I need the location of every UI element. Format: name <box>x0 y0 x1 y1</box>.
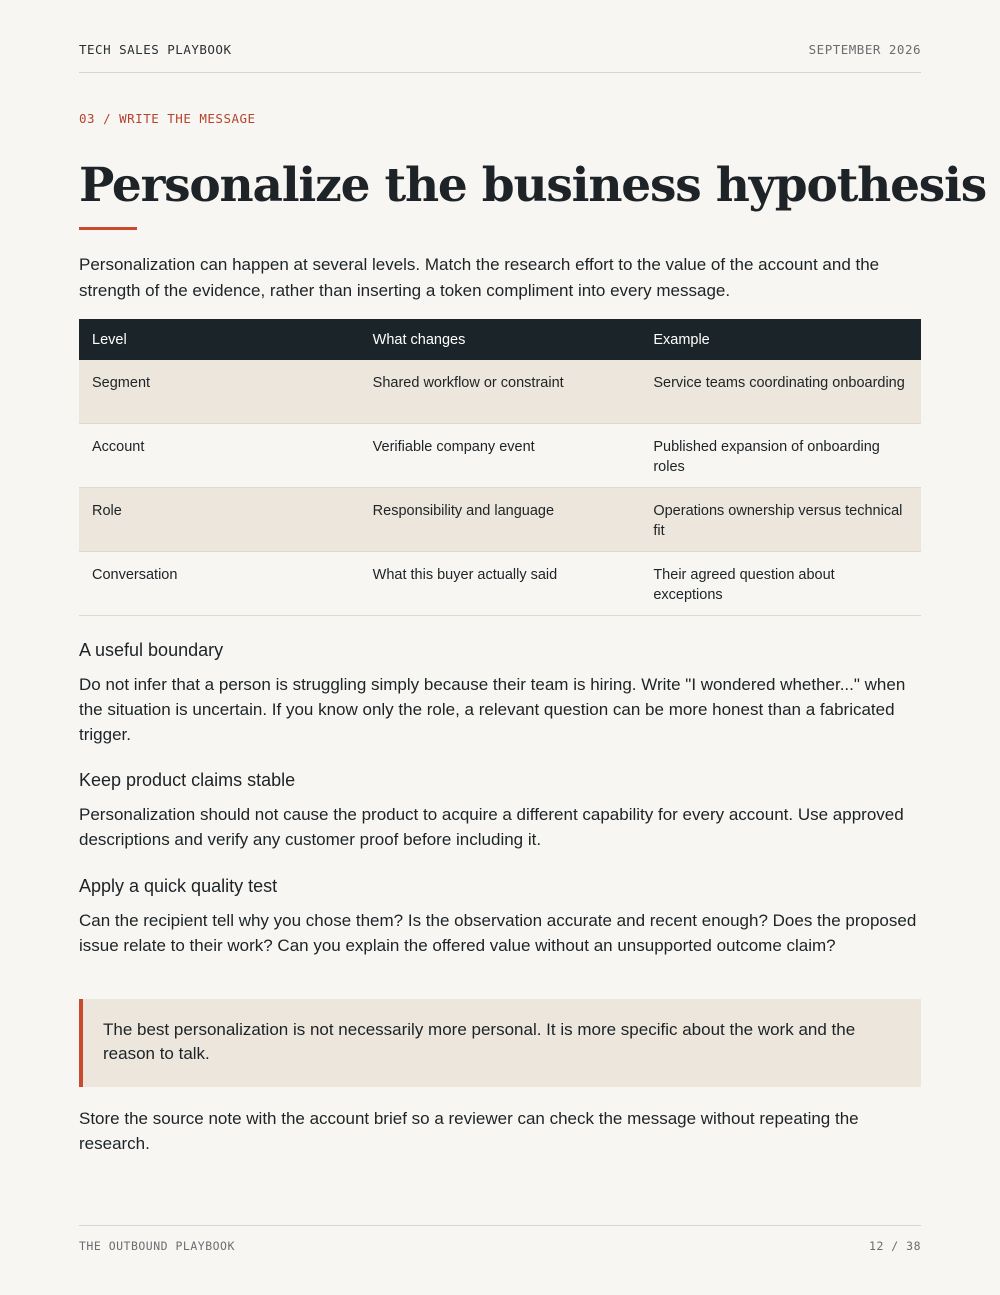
cell-what-changes: What this buyer actually said <box>360 552 641 616</box>
cell-level: Segment <box>79 360 360 424</box>
issue-date: SEPTEMBER 2026 <box>808 42 921 57</box>
cell-example: Service teams coordinating onboarding <box>640 360 921 424</box>
cell-example: Operations ownership versus technical fit <box>640 488 921 552</box>
table-row <box>79 488 921 552</box>
table-header-row <box>79 319 921 360</box>
personalization-levels-table <box>79 319 921 616</box>
page-footer <box>79 1225 921 1253</box>
document-page <box>79 0 986 1295</box>
cell-level: Role <box>79 488 360 552</box>
section-heading-boundary: A useful boundary <box>79 640 224 660</box>
page-title: Personalize the business hypothesis <box>79 158 986 213</box>
intro-paragraph: Personalization can happen at several levels. Match the research effort to the value of the account and the strength of the evidence, rather than inserting a token compliment into every message. <box>79 255 880 300</box>
page-number: 12 / 38 <box>869 1239 921 1253</box>
title-accent-rule <box>79 227 137 230</box>
cell-example: Published expansion of onboarding roles <box>640 424 921 488</box>
table-row <box>79 360 921 424</box>
cell-what-changes: Responsibility and language <box>360 488 641 552</box>
callout-text: The best personalization is not necessarily more personal. It is more specific about the work and the reason to talk. <box>103 1020 856 1063</box>
table-row <box>79 552 921 616</box>
cell-level: Conversation <box>79 552 360 616</box>
cell-what-changes: Verifiable company event <box>360 424 641 488</box>
section-body-quality-test: Can the recipient tell why you chose them? Is the observation accurate and recent enough? Does the proposed issue relate to their work? Can you explain the offered value without an unsupported outcome claim? <box>79 911 917 955</box>
cell-what-changes: Shared workflow or constraint <box>360 360 641 424</box>
section-body-boundary: Do not infer that a person is struggling simply because their team is hiring. Write "I wondered whether..." when the situation is uncertain. If you know only the role, a relevant question can be more honest than a fabricated trigger. <box>79 675 906 744</box>
section-eyebrow: 03 / WRITE THE MESSAGE <box>79 111 256 126</box>
footer-publication: THE OUTBOUND PLAYBOOK <box>79 1239 235 1253</box>
section-body-product-claims: Personalization should not cause the product to acquire a different capability for every account. Use approved descriptions and verify any customer proof before including it. <box>79 805 904 849</box>
cell-level: Account <box>79 424 360 488</box>
column-header-what-changes: What changes <box>360 319 641 360</box>
table-row <box>79 424 921 488</box>
column-header-level: Level <box>79 319 360 360</box>
column-header-example: Example <box>640 319 921 360</box>
page-header <box>79 42 921 73</box>
section-heading-product-claims: Keep product claims stable <box>79 770 296 790</box>
closing-paragraph: Store the source note with the account brief so a reviewer can check the message without repeating the research. <box>79 1109 859 1153</box>
pull-quote-callout <box>79 999 921 1087</box>
running-title: TECH SALES PLAYBOOK <box>79 42 232 57</box>
cell-example: Their agreed question about exceptions <box>640 552 921 616</box>
section-heading-quality-test: Apply a quick quality test <box>79 876 278 896</box>
